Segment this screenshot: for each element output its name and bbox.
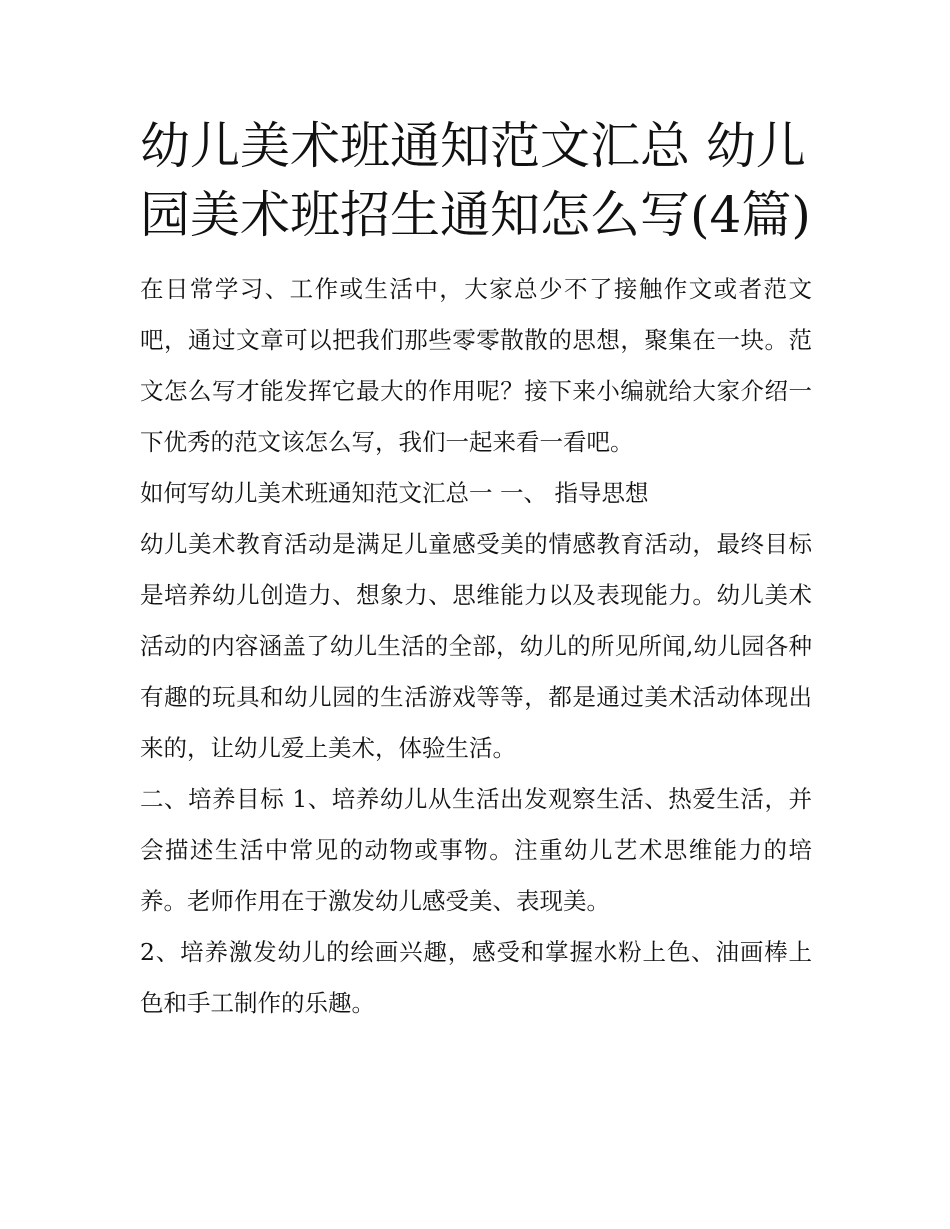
document-page xyxy=(140,112,812,1029)
document-title: 幼儿美术班通知范文汇总 幼儿园美术班招生通知怎么写(4篇) xyxy=(140,117,811,244)
paragraph-intro: 在日常学习、工作或生活中，大家总少不了接触作文或者范文吧，通过文章可以把我们那些零零散散的思想，聚集在一块。范文怎么写才能发挥它最大的作用呢？接下来小编就给大家介绍一下优秀的范文该怎么写，我们一起来看一看吧。 xyxy=(140,275,812,456)
paragraph-training-goal-2: 2、培养激发幼儿的绘画兴趣，感受和掌握水粉上色、油画棒上色和手工制作的乐趣。 xyxy=(140,938,812,1017)
paragraph-training-goal-1: 二、培养目标 1、培养幼儿从生活出发观察生活、热爱生活，并会描述生活中常见的动物或事物。注重幼儿艺术思维能力的培养。老师作用在于激发幼儿感受美、表现美。 xyxy=(140,785,812,915)
paragraph-section-heading: 如何写幼儿美术班通知范文汇总一 一、 指导思想 xyxy=(140,479,649,507)
paragraph-guiding-thought: 幼儿美术教育活动是满足儿童感受美的情感教育活动，最终目标是培养幼儿创造力、想象力、思维能力以及表现能力。幼儿美术活动的内容涵盖了幼儿生活的全部，幼儿的所见所闻,幼儿园各种有趣的玩具和幼儿园的生活游戏等等，都是通过美术活动体现出来的，让幼儿爱上美术，体验生活。 xyxy=(140,530,812,762)
